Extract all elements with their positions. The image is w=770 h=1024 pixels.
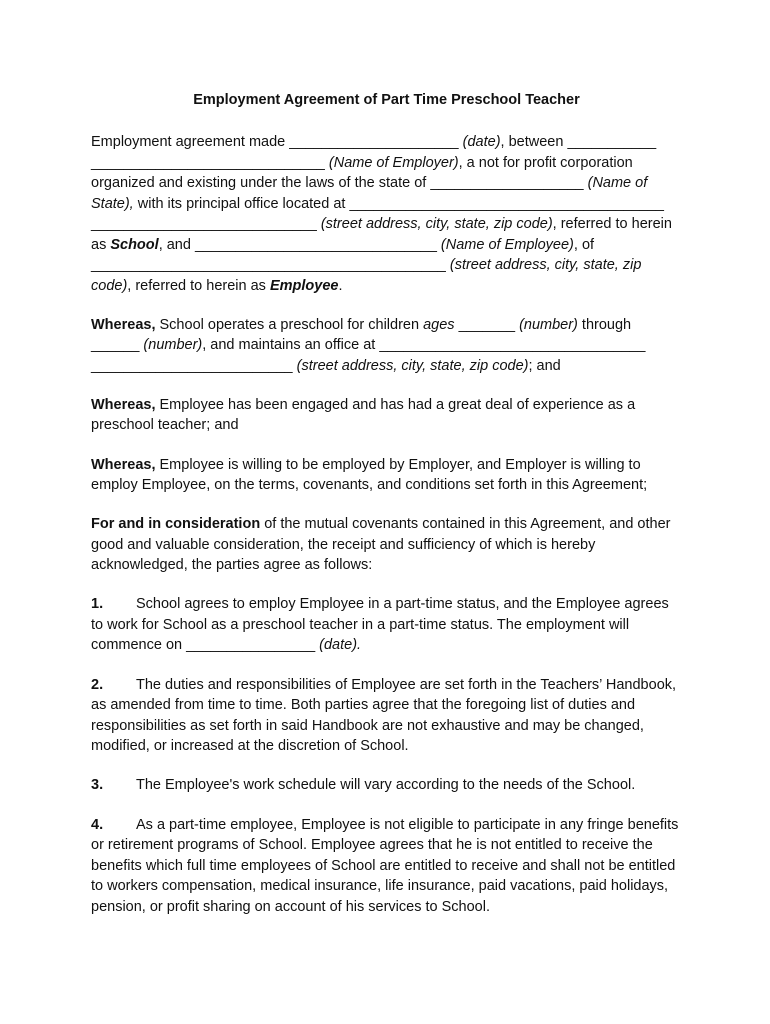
school-term: School (110, 236, 159, 253)
whereas-paragraph-3 (91, 455, 682, 496)
intro-paragraph (91, 132, 682, 296)
whereas-lead: Whereas, (91, 316, 156, 333)
whereas-text: , and maintains an office at _________________________________ _________________________ (91, 337, 646, 374)
clause-4 (91, 815, 682, 918)
clause-number: 4. (91, 816, 104, 833)
whereas-lead: Whereas, (91, 396, 156, 413)
whereas-text: ; and (528, 357, 561, 374)
whereas-text: Employee is willing to be employed by Employer, and Employer is willing to employ Employee, on the terms, covenants, and conditions set forth in this Agreement; (91, 456, 648, 494)
clause-text: The duties and responsibilities of Employee are set forth in the Teachers’ Handbook, as amended from time to time. Both parties agree that the foregoing list of duties and responsibilities as set forth in said Handbook are not exhaustive and may be changed, modified, or increased at the discretion of School. (91, 676, 677, 755)
intro-text: , of ____________________________________________ (91, 236, 595, 273)
clause-2 (91, 675, 682, 757)
intro-text: , between ___________ _____________________________ (91, 134, 657, 171)
consideration-lead: For and in consideration (91, 516, 261, 533)
whereas-paragraph-2 (91, 395, 682, 436)
clause-text: School agrees to employ Employee in a part-time status, and the Employee agrees to work for School as a preschool teacher in a part-time status. The employment will commence on ________________ (91, 596, 669, 654)
employee-name-label: (Name of Employee) (440, 236, 574, 253)
whereas-text: _______ (454, 316, 520, 333)
intro-text: . (338, 277, 343, 294)
clause-text: The Employee's work schedule will vary according to the needs of the School. (136, 777, 636, 794)
clause-1 (91, 594, 682, 656)
document-title: Employment Agreement of Part Time Preschool Teacher (193, 92, 580, 108)
intro-text: , referred to herein as (91, 216, 672, 253)
clause-number: 1. (91, 596, 104, 613)
number-label: (number) (519, 316, 578, 333)
whereas-paragraph-1 (91, 315, 682, 377)
intro-text: with its principal office located at _______________________________________ ____________________________ (91, 195, 664, 232)
clause-text: As a part-time employee, Employee is not eligible to participate in any fringe benefits or retirement programs of School. Employee agrees that he is not entitled to receive the benefits which full time employees of School are entitled to receive and shall not be entitled to workers compensation, medical insurance, life insurance, paid vacations, paid holidays, pension, or profit sharing on account of his services to School. (91, 816, 679, 915)
clause-number: 2. (91, 676, 104, 693)
employer-name-label: (Name of Employer) (328, 154, 459, 171)
clause-number: 3. (91, 777, 104, 794)
intro-text: , and ______________________________ (158, 236, 441, 253)
number-label: (number) (143, 337, 203, 354)
ages-label: ages (423, 316, 455, 333)
whereas-text: through ______ (91, 316, 632, 354)
date-label: (date). (319, 637, 362, 654)
office-address-label: (street address, city, state, zip code) (296, 357, 529, 374)
intro-text: , a not for profit corporation organized and existing under the laws of the state of ___________________ (91, 154, 633, 191)
clause-3 (91, 775, 682, 796)
state-name-label: (Name of State), (91, 175, 648, 212)
employee-term: Employee (269, 277, 339, 294)
whereas-text: Employee has been engaged and has had a great deal of experience as a preschool teacher; and (91, 396, 636, 434)
whereas-text: School operates a preschool for children (155, 316, 424, 333)
whereas-lead: Whereas, (91, 456, 156, 473)
consideration-paragraph (91, 514, 682, 576)
consideration-text: of the mutual covenants contained in this Agreement, and other good and valuable consideration, the receipt and sufficiency of which is hereby acknowledged, the parties agree as follows: (91, 516, 671, 574)
intro-text: , referred to herein as (127, 277, 270, 294)
intro-text: Employment agreement made _____________________ (91, 134, 463, 150)
employer-address-label: (street address, city, state, zip code) (320, 216, 553, 232)
employee-address-label: (street address, city, state, zip code) (91, 257, 642, 294)
date-label: (date) (462, 134, 501, 150)
